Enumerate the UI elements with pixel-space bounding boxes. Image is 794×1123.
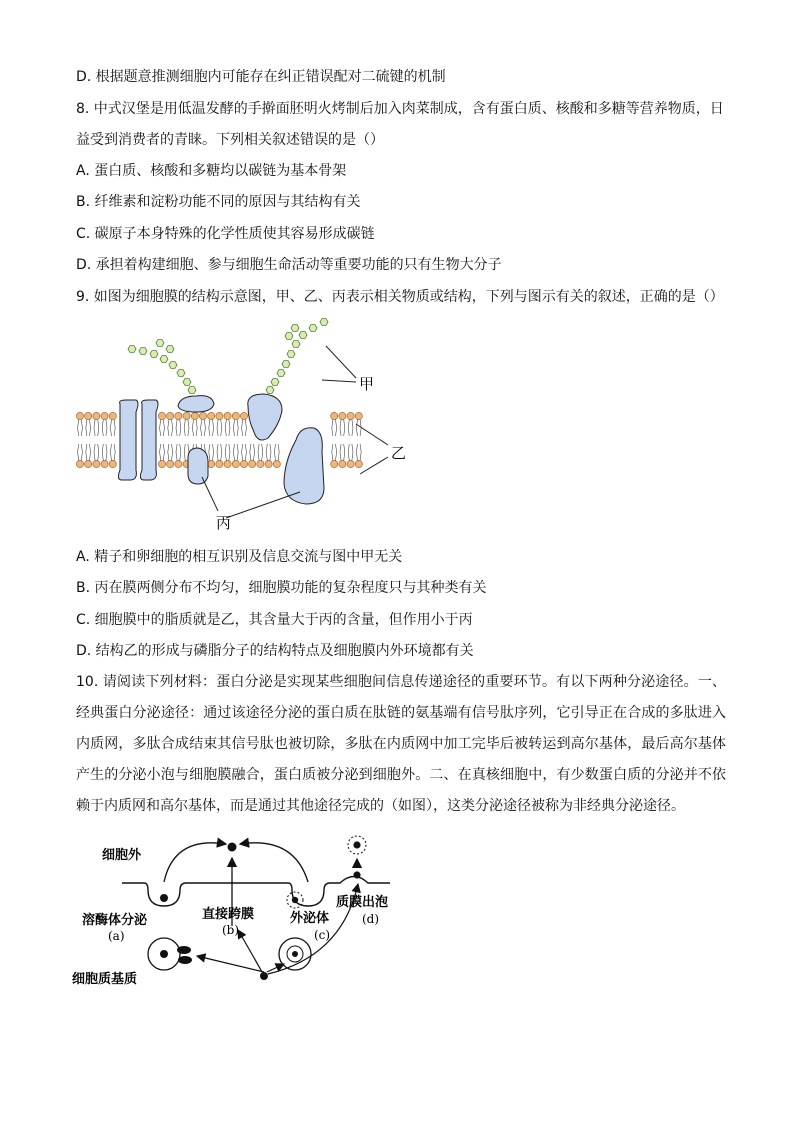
phospholipid-upper — [158, 412, 165, 436]
phospholipid-upper — [208, 412, 215, 436]
phospholipid-lower — [347, 444, 354, 468]
phospholipid-upper — [85, 412, 92, 436]
phospholipid-lower — [208, 444, 215, 468]
surface-protein — [178, 396, 214, 412]
q8-stem-line1: 8. 中式汉堡是用低温发酵的手擀面胚明火烤制后加入肉菜制成，含有蛋白质、核酸和多糖等营养物质，日 — [76, 101, 724, 117]
q9-option-d: D. 结构乙的形成与磷脂分子的结构特点及细胞膜内外环境都有关 — [76, 643, 474, 659]
label-exosome: 外泌体 — [290, 911, 330, 926]
label-d: (d) — [362, 912, 380, 926]
phospholipid-lower — [339, 444, 346, 468]
phospholipid-lower — [240, 444, 247, 468]
phospholipid-lower — [85, 444, 92, 468]
phospholipid-lower — [216, 444, 223, 468]
q8-option-c: C. 碳原子本身特殊的化学性质使其容易形成碳链 — [76, 226, 375, 242]
inner-protein-small — [188, 448, 208, 484]
phospholipid-lower — [249, 444, 256, 468]
phospholipid-upper — [331, 412, 338, 436]
label-membrane-blebbing: 质膜出泡 — [336, 895, 389, 910]
label-b: (b) — [222, 923, 240, 937]
phospholipid-upper — [232, 412, 239, 436]
q8-option-b: B. 纤维素和淀粉功能不同的原因与其结构有关 — [76, 194, 361, 210]
phospholipid-lower — [273, 444, 280, 468]
secretion-pathways-figure — [72, 826, 412, 996]
phospholipid-lower — [158, 444, 165, 468]
phospholipid-upper — [224, 412, 231, 436]
bleb-particle — [353, 871, 360, 878]
q10-material-paragraph: 10. 请阅读下列材料：蛋白分泌是实现某些细胞间信息传递途径的重要环节。有以下两种分泌途径。一、经典蛋白分泌途径：通过该途径分泌的蛋白质在肽链的氨基端有信号肽序列，它引导正在合成的多肽进入内质网，多肽合成结束其信号肽也被切除，多肽在内质网中加工完毕后被转运到高尔基体，最后高尔基体产生的分泌小泡与细胞膜融合，蛋白质被分泌到细胞外。二、在真核细胞中，有少数蛋白质的分泌并不依赖于内质网和高尔基体，而是通过其他途径完成的（如图），这类分泌途径被称为非经典分泌途径。 — [76, 674, 726, 814]
phospholipid-upper — [347, 412, 354, 436]
label-bing: 丙 — [216, 514, 232, 532]
inner-protein-large — [284, 428, 324, 504]
glycoprotein-chain-left — [128, 340, 196, 394]
phospholipid-upper — [93, 412, 100, 436]
particle-a-vesicle — [160, 894, 168, 902]
phospholipid-lower — [232, 444, 239, 468]
phospholipid-upper — [167, 412, 174, 436]
phospholipid-upper — [191, 412, 198, 436]
phospholipid-upper — [101, 412, 108, 436]
q9-option-a: A. 精子和卵细胞的相互识别及信息交流与图中甲无关 — [76, 549, 403, 565]
label-a: (a) — [108, 929, 125, 943]
q9-option-c: C. 细胞膜中的脂质就是乙，其含量大于丙的含量，但作用小于丙 — [76, 612, 473, 628]
q7-option-d: D. 根据题意推测细胞内可能存在纠正错误配对二硫键的机制 — [76, 69, 446, 85]
label-outside: 细胞外 — [102, 848, 142, 863]
label-lysosome-secretion: 溶酶体分泌 — [82, 913, 148, 928]
phospholipid-lower — [175, 444, 182, 468]
cell-membrane-figure — [70, 312, 420, 542]
q8-stem-line2: 益受到消费者的青睐。下列相关叙述错误的是（） — [76, 132, 384, 148]
phospholipid-lower — [224, 444, 231, 468]
phospholipid-lower — [355, 444, 362, 468]
q9-option-b: B. 丙在膜两侧分布不均匀，细胞膜功能的复杂程度只与其种类有关 — [76, 580, 487, 596]
phospholipid-upper — [339, 412, 346, 436]
q9-stem: 9. 如图为细胞膜的结构示意图，甲、乙、丙表示相关物质或结构，下列与图示有关的叙述，正确的是（） — [76, 289, 724, 305]
label-cytosol: 细胞质基质 — [72, 972, 138, 987]
phospholipid-upper — [240, 412, 247, 436]
phospholipid-upper — [183, 412, 190, 436]
phospholipid-upper — [76, 412, 83, 436]
phospholipid-upper — [199, 412, 206, 436]
particle-extracellular — [228, 843, 237, 852]
phospholipid-upper — [175, 412, 182, 436]
cytosolic-protein — [260, 972, 268, 980]
embedded-protein-top — [248, 394, 282, 440]
phospholipid-lower — [109, 444, 116, 468]
phospholipid-lower — [101, 444, 108, 468]
glycoprotein-chain-right — [266, 319, 328, 394]
label-jia: 甲 — [359, 375, 375, 393]
q8-option-d: D. 承担着构建细胞、参与细胞生命活动等重要功能的只有生物大分子 — [76, 257, 502, 273]
phospholipid-upper — [109, 412, 116, 436]
phospholipid-lower — [331, 444, 338, 468]
phospholipid-lower — [265, 444, 272, 468]
label-direct-transmembrane: 直接跨膜 — [202, 907, 255, 922]
q8-option-a: A. 蛋白质、核酸和多糖均以碳链为基本骨架 — [76, 163, 347, 179]
phospholipid-lower — [167, 444, 174, 468]
label-c: (c) — [314, 928, 331, 942]
phospholipid-upper — [216, 412, 223, 436]
label-yi: 乙 — [391, 444, 407, 462]
channel-protein-left — [118, 400, 138, 480]
channel-protein-right — [140, 400, 158, 480]
phospholipid-lower — [76, 444, 83, 468]
phospholipid-lower — [257, 444, 264, 468]
phospholipid-lower — [93, 444, 100, 468]
